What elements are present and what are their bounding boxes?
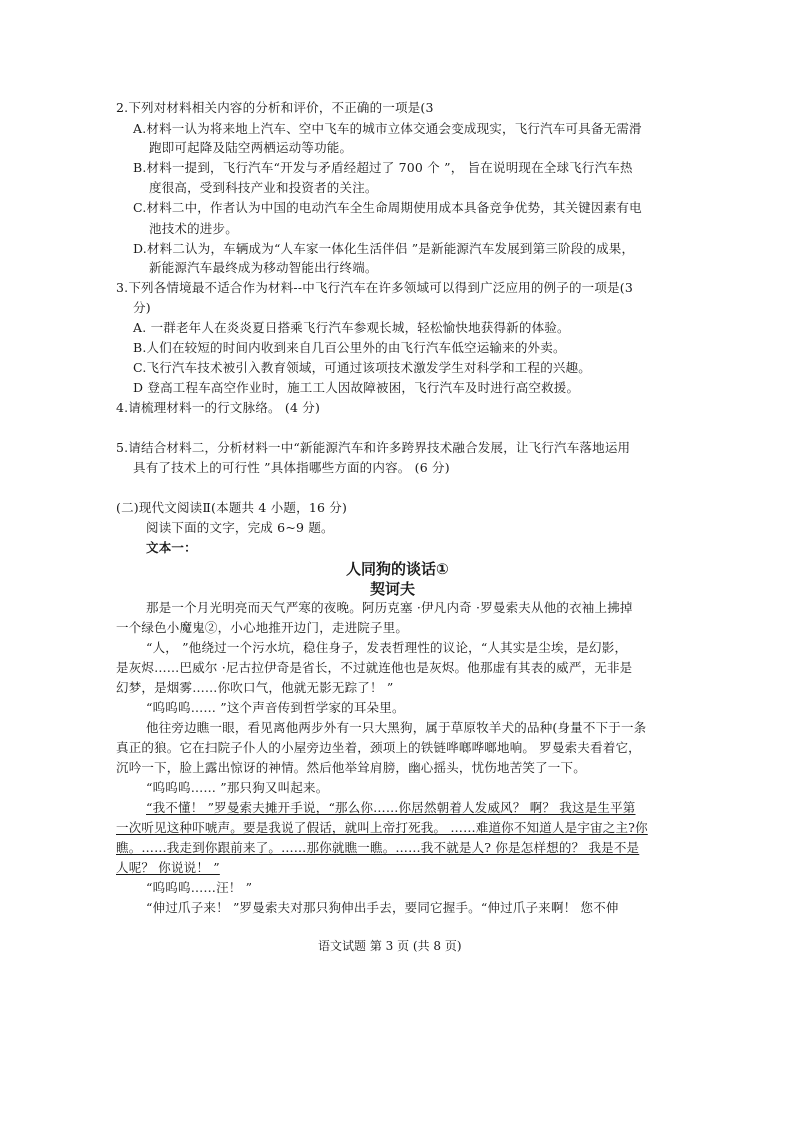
question-2-option-b-cont: 度很高，受到科技产业和投资者的关注。	[149, 180, 378, 195]
story-line: 他往旁边瞧一眼，看见离他两步外有一只大黑狗，属于草原牧羊犬的品种(身量不下于一条	[146, 720, 647, 735]
question-2-option-d: D.材料二认为，车辆成为“人车家一体化生活伴侣 ”是新能源汽车发展到第三阶段的成果，	[133, 241, 635, 256]
text-one-label: 文本一：	[146, 540, 197, 555]
story-line: “伸过爪子来！ ”罗曼索夫对那只狗伸出手去，要同它握手。“伸过爪子来啊！ 您不伸	[146, 900, 619, 915]
story-line-underlined: 瞧。……我走到你跟前来了。……那你就瞧一瞧。……我不就是人? 你是怎样想的？ 我是不是	[116, 840, 640, 855]
question-3-option-a: A. 一群老年人在炎炎夏日搭乘飞行汽车参观长城，轻松愉快地获得新的体验。	[133, 320, 570, 335]
story-line: 是灰烬……巴威尔 ·尼古拉伊奇是省长，不过就连他也是灰烬。他那虚有其表的威严，无非是	[116, 660, 633, 675]
section-instruction: 阅读下面的文字，完成 6~9 题。	[146, 520, 334, 535]
story-line: 真正的狼。它在扫院子仆人的小屋旁边坐着，颈项上的铁链哗啷哗啷地响。 罗曼索夫看着它，	[116, 740, 641, 755]
question-3-stem: 3.下列各情境最不适合作为材料--中飞行汽车在许多领域可以得到广泛应用的例子的一项是(3	[116, 280, 634, 295]
story-line-underlined: 人呢？ 你说说！ ”	[116, 860, 220, 875]
story-line: 那是一个月光明亮而天气严寒的夜晚。阿历克塞 ·伊凡内奇 ·罗曼索夫从他的衣袖上拂掉	[146, 600, 633, 615]
question-2-option-b: B.材料一提到，飞行汽车“开发与矛盾经超过了 700 个 ”， 旨在说明现在全球飞行汽车热	[133, 160, 633, 175]
question-2-option-a: A.材料一认为将来地上汽车、空中飞车的城市立体交通会变成现实，飞行汽车可具备无需滑	[133, 121, 642, 136]
section-heading: (二)现代文阅读Ⅱ(本题共 4 小题，16 分)	[116, 500, 348, 515]
story-line: 沉吟一下，脸上露出惊讶的神情。然后他举耸肩膀，幽心摇头，忧伤地苦笑了一下。	[116, 760, 586, 775]
question-3-stem-cont: 分)	[133, 300, 151, 315]
question-3-option-c: C.飞行汽车技术被引入教育领域，可通过该项技术激发学生对科学和工程的兴趣。	[133, 360, 591, 375]
story-line: “呜呜呜…… ”这个声音传到哲学家的耳朵里。	[146, 700, 405, 715]
story-line: 幻梦，是烟雾……你吹口气，他就无影无踪了！ ”	[116, 680, 394, 695]
question-3-option-d: D 登高工程车高空作业时，施工工人因故障被困，飞行汽车及时进行高空救援。	[133, 380, 580, 395]
question-5-cont: 具有了技术上的可行性 ”具体指哪些方面的内容。 (6 分)	[133, 460, 450, 475]
question-4: 4.请梳理材料一的行文脉络。 (4 分)	[116, 400, 321, 415]
story-line: “呜呜呜……汪！ ”	[146, 880, 253, 895]
story-author: 契诃夫	[370, 580, 416, 598]
question-3-option-b: B.人们在较短的时间内收到来自几百公里外的由飞行汽车低空运输来的外卖。	[133, 340, 566, 355]
story-line-underlined: 一次听见这种吓唬声。要是我说了假话，就叫上帝打死我。 ……难道你不知道人是宇宙之主?你	[116, 820, 648, 835]
page-footer: 语文试题 第 3 页 (共 8 页)	[318, 939, 462, 953]
question-2-option-d-cont: 新能源汽车最终成为移动智能出行终端。	[149, 260, 378, 275]
story-line: “人， ”他绕过一个污水坑，稳住身子，发表哲理性的议论，“人其实是尘埃，是幻影，	[146, 640, 628, 655]
story-line: 一个绿色小魔鬼②，小心地推开边门，走进院子里。	[116, 620, 409, 635]
question-2-option-c: C.材料二中，作者认为中国的电动汽车全生命周期使用成本具备竞争优势，其关键因素有电	[133, 200, 642, 215]
story-line-underlined: “我不懂！ ”罗曼索夫摊开手说，“那么你……你居然朝着人发威风？ 啊？ 我这是生平第	[146, 800, 636, 815]
question-5: 5.请结合材料二，分析材料一中“新能源汽车和许多跨界技术融合发展，让飞行汽车落地运用	[116, 440, 631, 455]
question-2-option-c-cont: 池技术的进步。	[149, 221, 238, 236]
story-title: 人同狗的谈话①	[346, 560, 449, 578]
question-2-stem: 2.下列对材料相关内容的分析和评价，不正确的一项是(3	[116, 100, 434, 115]
question-2-option-a-cont: 跑即可起降及陆空两栖运动等功能。	[149, 140, 353, 155]
story-line: “呜呜呜…… ”那只狗又叫起来。	[146, 780, 329, 795]
